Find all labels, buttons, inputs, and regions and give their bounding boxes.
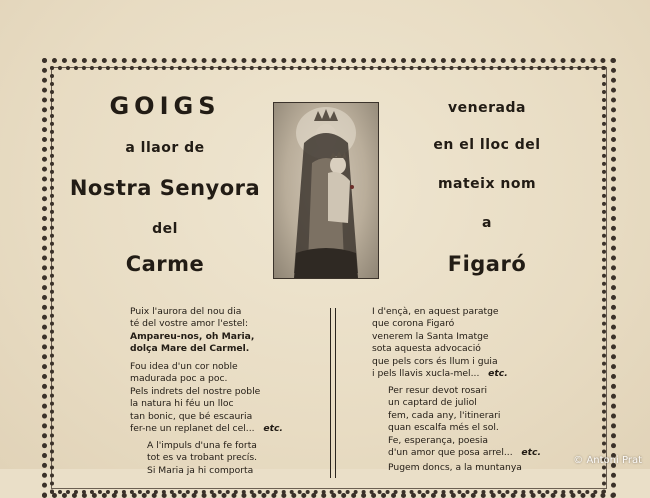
- left-stanza-3: [147, 440, 257, 477]
- verse-line: Pels indrets del nostre poble: [130, 385, 261, 397]
- etc-label: etc.: [521, 447, 541, 459]
- right-stanza-2: [388, 385, 541, 459]
- title-figaro: Figaró: [447, 252, 527, 276]
- verse-line: fem, cada any, l'itinerari: [388, 409, 501, 421]
- verse-line: sota aquesta advocació: [372, 343, 481, 355]
- refrain-line: Ampareu-nos, oh Maria,: [130, 330, 255, 342]
- verse-line: A l'impuls d'una fe forta: [147, 440, 257, 451]
- title-a: a: [482, 215, 492, 231]
- title-venerada: venerada: [448, 100, 526, 116]
- left-stanza-1: [130, 306, 254, 356]
- verse-line: Pugem doncs, a la muntanya: [388, 462, 522, 473]
- title-goigs: GOIGS: [109, 92, 221, 120]
- verse-line: i pels llavis xucla-mel...: [372, 368, 480, 380]
- verse-line: que pels cors és llum i guia: [372, 355, 498, 367]
- title-en-el-lloc-del: en el lloc del: [433, 137, 541, 153]
- verse-line: madurada poc a poc.: [130, 373, 228, 385]
- right-stanza-3: [388, 462, 522, 474]
- title-a-llaor-de: a llaor de: [125, 140, 205, 156]
- title-del: del: [152, 221, 178, 237]
- etc-label: etc.: [488, 368, 508, 380]
- photo-credit: © Antoni Prat: [573, 455, 642, 466]
- verse-line: Per resur devot rosari: [388, 385, 488, 396]
- verse-line: un captard de juliol: [388, 397, 477, 409]
- verse-line: que corona Figaró: [372, 318, 455, 330]
- verse-line: Si Maria ja hi comporta: [147, 464, 254, 476]
- title-nostra-senyora: Nostra Senyora: [69, 176, 261, 200]
- verse-line: tan bonic, que bé escauria: [130, 410, 253, 422]
- verse-line: Fou idea d'un cor noble: [130, 361, 238, 372]
- verse-line: venerem la Santa Imatge: [372, 330, 489, 342]
- verse-line: té del vostre amor l'estel:: [130, 318, 249, 330]
- verse-line: tot es va trobant precís.: [147, 452, 258, 464]
- verse-line: I d'ençà, en aquest paratge: [372, 306, 499, 317]
- verse-line: la natura hi féu un lloc: [130, 398, 234, 410]
- verse-line: quan escalfa més el sol.: [388, 422, 499, 434]
- title-mateix-nom: mateix nom: [437, 176, 537, 192]
- left-stanza-2: [130, 361, 283, 435]
- virgin-and-child-icon: [273, 102, 379, 279]
- etc-label: etc.: [263, 423, 283, 435]
- title-carme: Carme: [125, 252, 205, 276]
- refrain-line: dolça Mare del Carmel.: [130, 343, 250, 355]
- verse-line: Puix l'aurora del nou dia: [130, 306, 242, 317]
- verse-line: d'un amor que posa arrel...: [388, 447, 513, 459]
- verse-line: fer-ne un replanet del cel...: [130, 423, 255, 435]
- column-divider: [330, 308, 336, 478]
- right-stanza-1: [372, 306, 508, 380]
- verse-line: Fe, esperança, poesia: [388, 434, 489, 446]
